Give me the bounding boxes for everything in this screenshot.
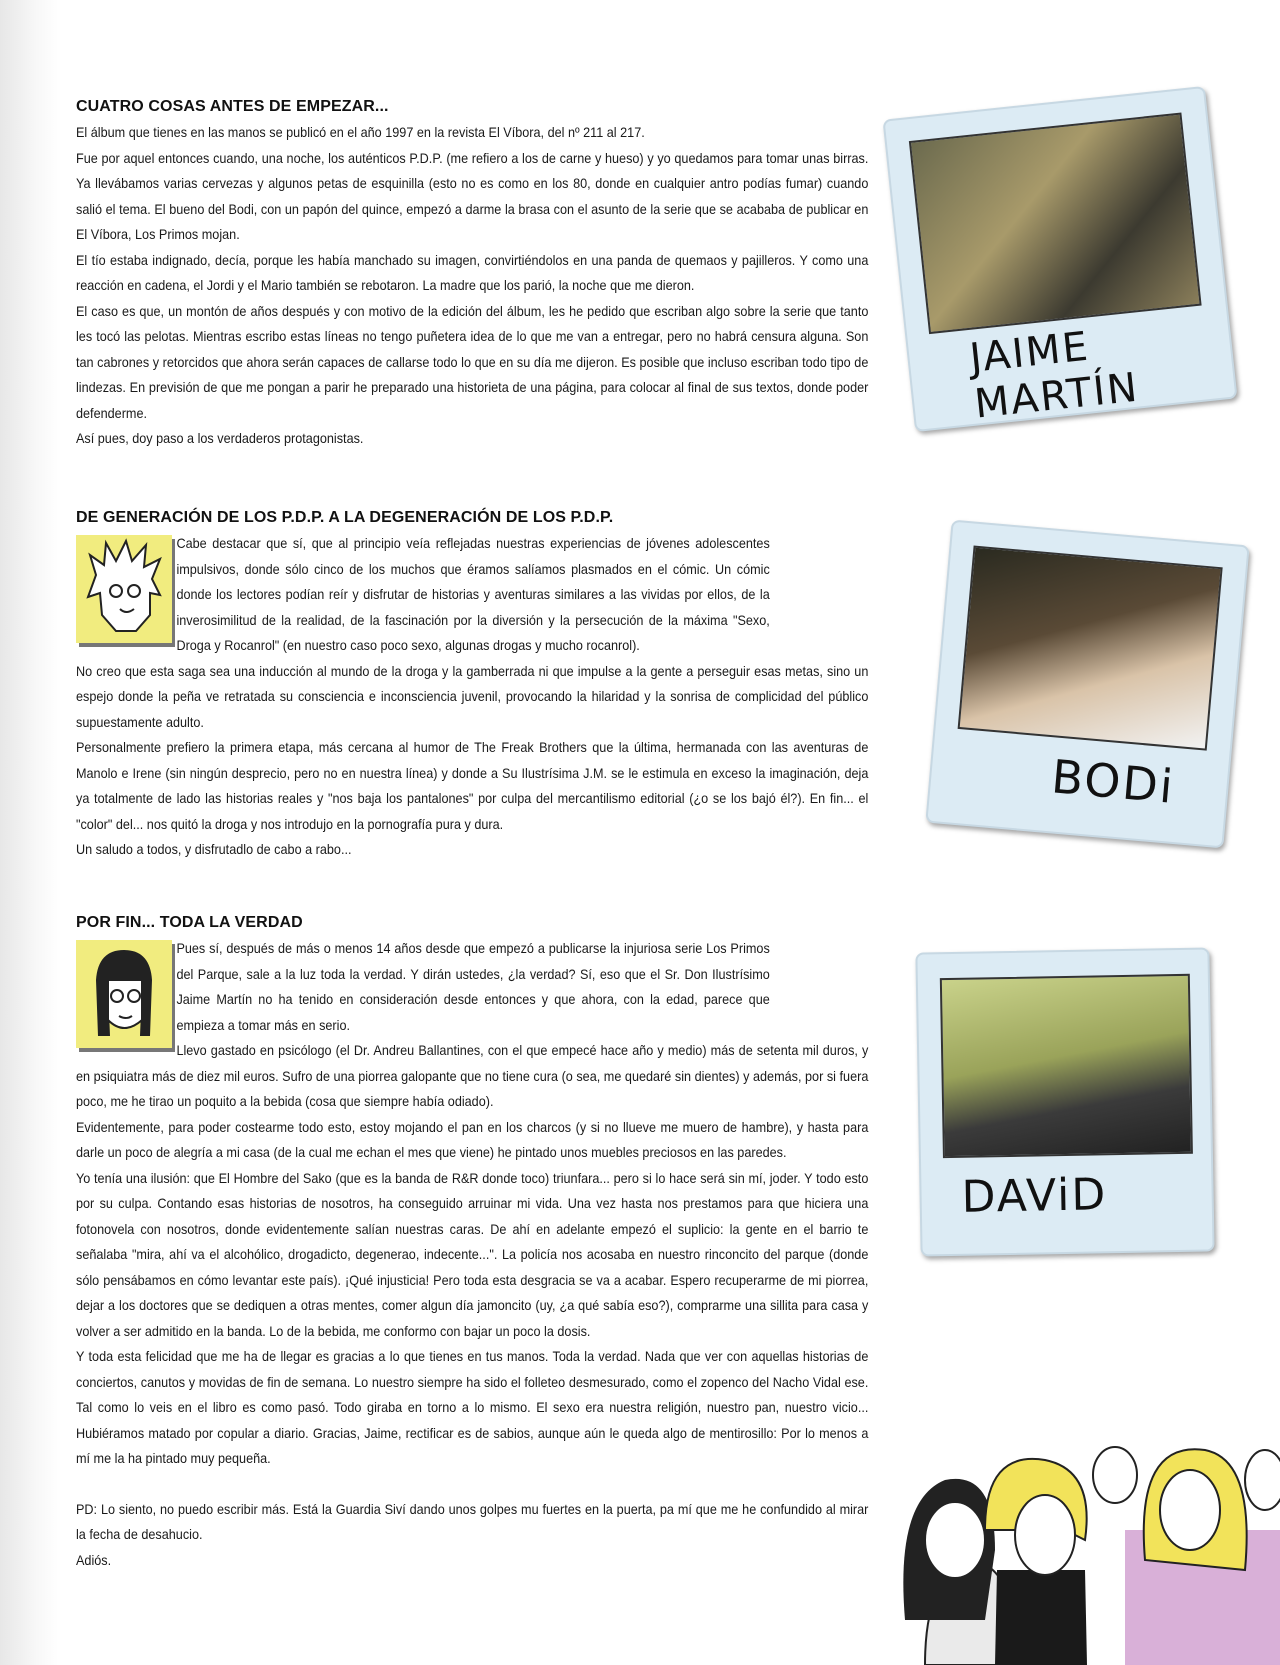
cartoon-characters-illustration [885,1420,1280,1665]
paragraph: Cabe destacar que sí, que al principio veía reflejadas nuestras experiencias de jóvenes adolescentes impulsivos, donde sólo cinco de los muchos que éramos salíamos plasmados en el cómic. Un cómic donde los lectores podían reír y disfrutar de historias y aventuras similares a las vividas por ellos, de la inverosimilitud de la realidad, de la fascinación por la diversión y la persecución de la máxima "Sexo, Droga y Rocanrol" (en nuestro caso poco sexo, algunas drogas y mucho rocanrol). [176,536,770,653]
paragraph: Adiós. [76,1552,112,1568]
paragraph: Evidentemente, para poder costearme todo esto, estoy mojando el pan en los charcos (y si no llueve me muero de hambre), y hasta para darle un poco de alegría a mi casa (de la cual me echan el mes que viene) he pintado unos muebles preciosos en las paredes. [76,1119,869,1160]
paragraph: PD: Lo siento, no puedo escribir más. Está la Guardia Siví dando unos golpes mu fuertes en la puerta, pa mí que me he confundido al mirar la fecha de desahucio. [76,1501,869,1542]
paragraph: Llevo gastado en psicólogo (el Dr. Andreu Ballantines, con el que empecé hace año y medio) más de setenta mil duros, y en psiquiatra más de diez mil euros. Sufro de una piorrea galopante que no tiene cura (o sea, me quedaré sin dientes) y además, por si fuera poco, me he tirao un poquito a la bebida (cosa que siempre había odiado). [76,1043,869,1109]
paragraph: El álbum que tienes en las manos se publicó en el año 1997 en la revista El Víbora, del nº 211 al 217. [76,125,645,140]
paragraph: No creo que esta saga sea una inducción al mundo de la droga y la gamberrada ni que impulse a la gente a perseguir esas metas, sino un espejo donde la peña ve retratada su consciencia e inconsciencia juvenil, provocando la hilaridad y la sonrisa de complicidad del público supuestamente adulto. [76,663,869,730]
paragraph: Personalmente prefiero la primera etapa, más cercana al humor de The Freak Brothers que la última, hermanada con las aventuras de Manolo e Irene (sin ningún desprecio, pero no en nuestra línea) y donde a Su Ilustrísima J.M. se le estimula en exceso la imaginación, deja ya totalmente de lado las historias reales y "nos baja los pantalones" por culpa del mercantilismo editorial (¿o se los bajó él?). En fin... el "color" del... nos quitó la droga y nos introdujo en la pornografía pura y dura. [76,740,869,832]
paragraph: Fue por aquel entonces cuando, una noche, los auténticos P.D.P. (me refiero a los de carne y hueso) y yo quedamos para tomar unas birras. Ya llevábamos varias cervezas y algunos petas de esquinilla (esto no es como en los 80, donde en cualquier antro podías fumar) cuando salió el tema. El bueno del Bodi, con un papón del quince, empezó a darme la brasa con el asunto de la serie que se acababa de publicar en El Víbora, Los Primos mojan. [76,150,869,242]
paragraph: Un saludo a todos, y disfrutadlo de cabo a rabo... [76,842,352,857]
paragraph: El caso es que, un montón de años después y con motivo de la edición del álbum, les he pedido que escriban algo sobre la serie que tanto les tocó las pelotas. Mientras escribo estas líneas no tengo puñetera idea de lo que me van a entregar, pero no habrá censura alguna. Son tan cabrones y retorcidos que ahora serán capaces de callarse todo lo que en su día me dijeron. Es posible que incluso escriban todo tipo de lindezas. En previsión de que me pongan a parir he preparado una historieta de una página, para colocar al final de sus textos, donde poder defenderme. [76,303,869,421]
photo-jaime [909,113,1202,335]
photo-bodi [958,546,1223,751]
polaroid-david [915,947,1214,1256]
section-david [76,914,868,1573]
paragraph [76,1472,868,1497]
section-heading: DE GENERACIÓN DE LOS P.D.P. A LA DEGENERACIÓN DE LOS P.D.P. [76,509,614,526]
signature-bodi: BODi [1049,749,1177,814]
section-heading: CUATRO COSAS ANTES DE EMPEZAR... [76,98,389,115]
section-bodi [76,509,868,863]
paragraph: El tío estaba indignado, decía, porque les había manchado su imagen, convirtiéndolos en una panda de quemaos y pajilleros. Y como una reacción en cadena, el Jordi y el Mario también se rebotaron. La madre que los parió, la noche que me dieron. [76,252,869,293]
paragraph: Yo tenía una ilusión: que El Hombre del Sako (que es la banda de R&R donde toco) triunfara... pero si lo hace será sin mí, joder. Y todo esto por su culpa. Contando esas historias de nosotros, ha conseguido arruinar mi vida. Una vez hasta nos prestamos para que hiciera una fotonovela con nosotros, donde evidentemente salían nuestras caras. De ahí en adelante empezó el suplicio: la gente en el barrio te señalaba "mira, ahí va el alcohólico, drogadicto, degenerao, indecente...". La policía nos acosaba en nuestro rinconcito del parque (donde sólo pensábamos en cómo levantar este país). ¡Qué injusticia! Pero toda esta desgracia se va a acabar. Espero recuperarme de mi piorrea, dejar a los doctores que se dediquen a otras mentes, comer algun día jamoncito (uy, ¿a qué sabía eso?), comprarme una sillita para casa y volver a ser admitido en la banda. Lo de la bebida, me conformo con bajar un poco la dosis. [76,1170,869,1339]
polaroid-jaime [882,86,1237,432]
paragraph: Y toda esta felicidad que me ha de llegar es gracias a lo que tienes en tus manos. Toda la verdad. Nada que ver con aquellas historias de conciertos, canutos y movidas de fin de semana. Lo nuestro siempre ha sido el folleteo desmesurado, como el zopenco del Nacho Vidal ese. Tal como lo veis en el libro es como pasó. Todo giraba en torno a lo mismo. El sexo era nuestra religión, nuestro pan, nuestro vicio... Hubiéramos matado por copular a diario. Gracias, Jaime, rectificar es de sabios, aunque aún le queda algo de mentirosillo: Por lo menos a mí me la ha pintado muy pequeña. [76,1349,869,1466]
page-edge-shadow [0,0,58,1665]
paragraph: Así pues, doy paso a los verdaderos protagonistas. [76,431,364,446]
polaroid-bodi [925,520,1249,849]
photo-david [940,974,1193,1158]
section-intro [76,98,868,452]
signature-david: DAViD [961,1169,1108,1223]
section-heading: POR FIN... TODA LA VERDAD [76,914,303,931]
signature-jaime: JAIME MARTÍN [967,323,1142,428]
paragraph: Pues sí, después de más o menos 14 años desde que empezó a publicarse la injuriosa serie Los Primos del Parque, sale a la luz toda la verdad. Y dirán ustedes, ¿la verdad? Sí, eso que el Sr. Don Ilustrísimo Jaime Martín no ha tenido en consideración desde entonces y que ahora, con la edad, parece que empieza a tomar más en serio. [176,941,770,1033]
